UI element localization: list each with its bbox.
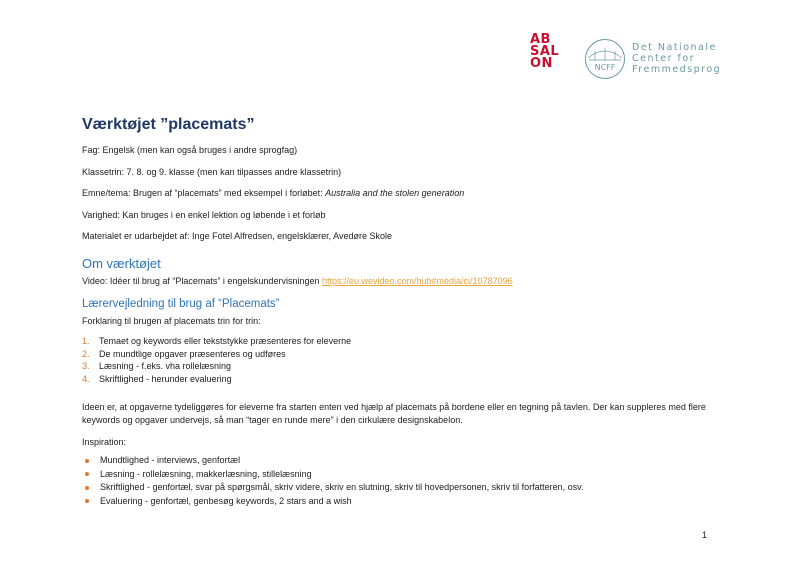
meta-emne-italic: Australia and the stolen generation bbox=[325, 188, 465, 198]
step-item bbox=[82, 348, 722, 361]
meta-klassetrin: Klassetrin: 7. 8. og 9. klasse (men kan tilpasses andre klassetrin) bbox=[82, 166, 342, 177]
video-prefix: Video: Idéer til brug af “Placemats” i engelskundervisningen bbox=[82, 276, 322, 286]
video-link[interactable]: https://eu.wevideo.com/hub#media/ci/10787096 bbox=[321, 276, 513, 286]
bullet-icon bbox=[85, 499, 89, 503]
inspiration-item bbox=[82, 481, 722, 495]
inspiration-text: Evaluering - genfortæl, genbesøg keywords, 2 stars and a wish bbox=[100, 495, 352, 506]
meta-emne-prefix: Emne/tema: Brugen af “placemats” med eksempel i forløbet: bbox=[82, 188, 326, 198]
inspiration-item bbox=[82, 454, 722, 468]
laerer-heading: Lærervejledning til brug af “Placemats” bbox=[82, 297, 280, 310]
meta-materialet: Materialet er udarbejdet af: Inge Fotel Alfredsen, engelsklærer, Avedøre Skole bbox=[82, 231, 393, 241]
step-item bbox=[82, 335, 722, 348]
header-logos bbox=[530, 32, 750, 78]
step-item bbox=[82, 373, 722, 386]
page-number: 1 bbox=[702, 530, 708, 540]
inspiration-list bbox=[82, 454, 722, 508]
ncff-abbr: NCFF bbox=[594, 63, 616, 72]
ncff-logo-text bbox=[632, 42, 721, 75]
step-text: Skriftlighed - herunder evaluering bbox=[99, 373, 232, 384]
steps-list bbox=[82, 335, 722, 385]
ncff-line: Det Nationale bbox=[632, 42, 717, 53]
ncff-line: Center for bbox=[632, 53, 696, 64]
absalon-logo-row: SAL bbox=[530, 44, 560, 59]
ncff-line: Fremmedsprog bbox=[632, 64, 722, 75]
inspiration-item bbox=[82, 468, 722, 482]
page-title: Værktøjet ”placemats” bbox=[82, 116, 255, 133]
bullet-icon bbox=[85, 459, 89, 463]
step-number: 1. bbox=[82, 336, 90, 346]
step-text: De mundtlige opgaver præsenteres og udføres bbox=[99, 348, 286, 359]
inspiration-text: Læsning - rollelæsning, makkerlæsning, stillelæsning bbox=[100, 468, 312, 479]
step-number: 3. bbox=[82, 361, 90, 372]
idea-paragraph: Ideen er, at opgaverne tydeliggøres for eleverne fra starten enten ved hjælp af placemats på bordene eller en tegning på tavlen. Der kan suppleres med flere keywords og opgaver undervejs, så man “tager en runde mere” i den cirkulære designskabelon. bbox=[82, 402, 706, 426]
absalon-logo-row: ON bbox=[530, 56, 553, 71]
document-body bbox=[82, 116, 722, 508]
laerer-intro: Forklaring til brugen af placemats trin for trin: bbox=[82, 315, 261, 326]
inspiration-text: Skriftlighed - genfortæl, svar på spørgsmål, skriv videre, skriv en slutning, skriv til hovedpersonen, skriv til forfatteren, osv. bbox=[100, 482, 584, 493]
bullet-icon bbox=[85, 472, 89, 476]
meta-emne bbox=[82, 187, 722, 199]
step-number: 2. bbox=[82, 348, 90, 359]
inspiration-item bbox=[82, 495, 722, 509]
step-item bbox=[82, 360, 722, 373]
video-line bbox=[82, 275, 722, 288]
bullet-icon bbox=[85, 486, 89, 490]
step-text: Temaet og keywords eller tekststykke præsenteres for eleverne bbox=[99, 336, 352, 346]
step-number: 4. bbox=[82, 373, 90, 384]
absalon-logo-row: AB bbox=[530, 32, 551, 47]
meta-varighed: Varighed: Kan bruges i en enkel lektion og løbende i et forløb bbox=[82, 209, 326, 220]
step-text: Læsning - f.eks. vha rollelæsning bbox=[99, 361, 232, 372]
meta-fag: Fag: Engelsk (men kan også bruges i andre sprogfag) bbox=[82, 145, 298, 155]
absalon-logo bbox=[530, 34, 572, 76]
ncff-logo-icon bbox=[584, 38, 626, 80]
om-heading: Om værktøjet bbox=[82, 256, 161, 271]
inspiration-text: Mundtlighed - interviews, genfortæl bbox=[100, 455, 241, 466]
inspiration-label: Inspiration: bbox=[82, 437, 127, 448]
